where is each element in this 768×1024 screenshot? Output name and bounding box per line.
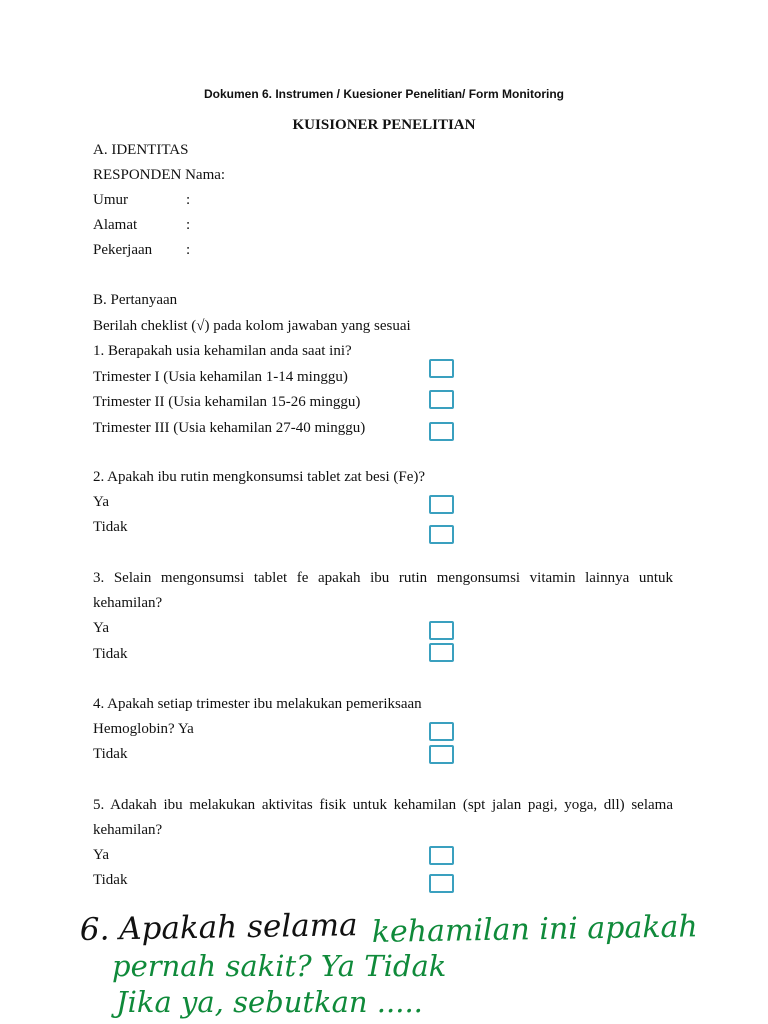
q3-ya-checkbox[interactable]: [429, 621, 454, 640]
question-2: 2. Apakah ibu rutin mengkonsumsi tablet zat besi (Fe)?: [93, 469, 426, 485]
q1-option-2: Trimester II (Usia kehamilan 15-26 minggu): [93, 394, 361, 410]
instruction-text: Berilah cheklist (√) pada kolom jawaban yang sesuai: [93, 318, 411, 334]
q2-option-tidak: Tidak: [93, 519, 128, 535]
q2-ya-checkbox[interactable]: [429, 495, 454, 514]
q5-ya-checkbox[interactable]: [429, 846, 454, 865]
q1-option-2-checkbox[interactable]: [429, 390, 454, 409]
question-5-line-2: kehamilan?: [93, 822, 163, 838]
q3-option-tidak: Tidak: [93, 646, 128, 662]
handwritten-line-1-black: 6. Apakah selama: [79, 907, 358, 948]
alamat-field: [93, 217, 190, 234]
pekerjaan-label: Pekerjaan: [93, 242, 153, 258]
q4-option-tidak: Tidak: [93, 746, 128, 762]
umur-colon: :: [186, 192, 191, 208]
question-4-line-2: Hemoglobin? Ya: [93, 721, 194, 737]
question-3-line-2: kehamilan?: [93, 595, 163, 611]
section-identitas: A. IDENTITAS: [93, 142, 189, 158]
q1-option-3: Trimester III (Usia kehamilan 27-40 minggu): [93, 420, 366, 436]
q2-option-ya: Ya: [93, 494, 109, 510]
alamat-colon: :: [186, 217, 191, 233]
pekerjaan-field: [93, 242, 190, 259]
question-4-line-1: 4. Apakah setiap trimester ibu melakukan pemeriksaan: [93, 696, 422, 712]
q1-option-1-checkbox[interactable]: [429, 359, 454, 378]
pekerjaan-colon: :: [186, 242, 191, 258]
q5-option-tidak: Tidak: [93, 872, 128, 888]
handwritten-question-6: [0, 890, 768, 1024]
alamat-label: Alamat: [93, 217, 138, 233]
q4-ya-checkbox[interactable]: [429, 722, 454, 741]
question-3-line-1: 3. Selain mengonsumsi tablet fe apakah ibu rutin mengonsumsi vitamin lainnya untuk: [93, 570, 673, 586]
handwritten-line-1-green: kehamilan ini apakah: [371, 909, 699, 950]
q1-option-3-checkbox[interactable]: [429, 422, 454, 441]
q1-option-1: Trimester I (Usia kehamilan 1-14 minggu): [93, 369, 348, 385]
q2-tidak-checkbox[interactable]: [429, 525, 454, 544]
document-header: Dokumen 6. Instrumen / Kuesioner Penelitian/ Form Monitoring: [203, 87, 565, 101]
responden-name-label: RESPONDEN Nama:: [93, 167, 226, 183]
q3-tidak-checkbox[interactable]: [429, 643, 454, 662]
page-title: KUISIONER PENELITIAN: [292, 117, 476, 133]
q4-tidak-checkbox[interactable]: [429, 745, 454, 764]
umur-label: Umur: [93, 192, 128, 208]
question-1: 1. Berapakah usia kehamilan anda saat ini?: [93, 343, 352, 359]
umur-field: [93, 192, 190, 209]
q5-option-ya: Ya: [93, 847, 109, 863]
q3-option-ya: Ya: [93, 620, 109, 636]
question-5-line-1: 5. Adakah ibu melakukan aktivitas fisik untuk kehamilan (spt jalan pagi, yoga, dll) selama: [93, 797, 673, 813]
section-pertanyaan: B. Pertanyaan: [93, 292, 178, 308]
handwritten-line-3-green: Jika ya, sebutkan .....: [116, 985, 423, 1019]
handwritten-line-2-green: pernah sakit? Ya Tidak: [112, 949, 447, 983]
